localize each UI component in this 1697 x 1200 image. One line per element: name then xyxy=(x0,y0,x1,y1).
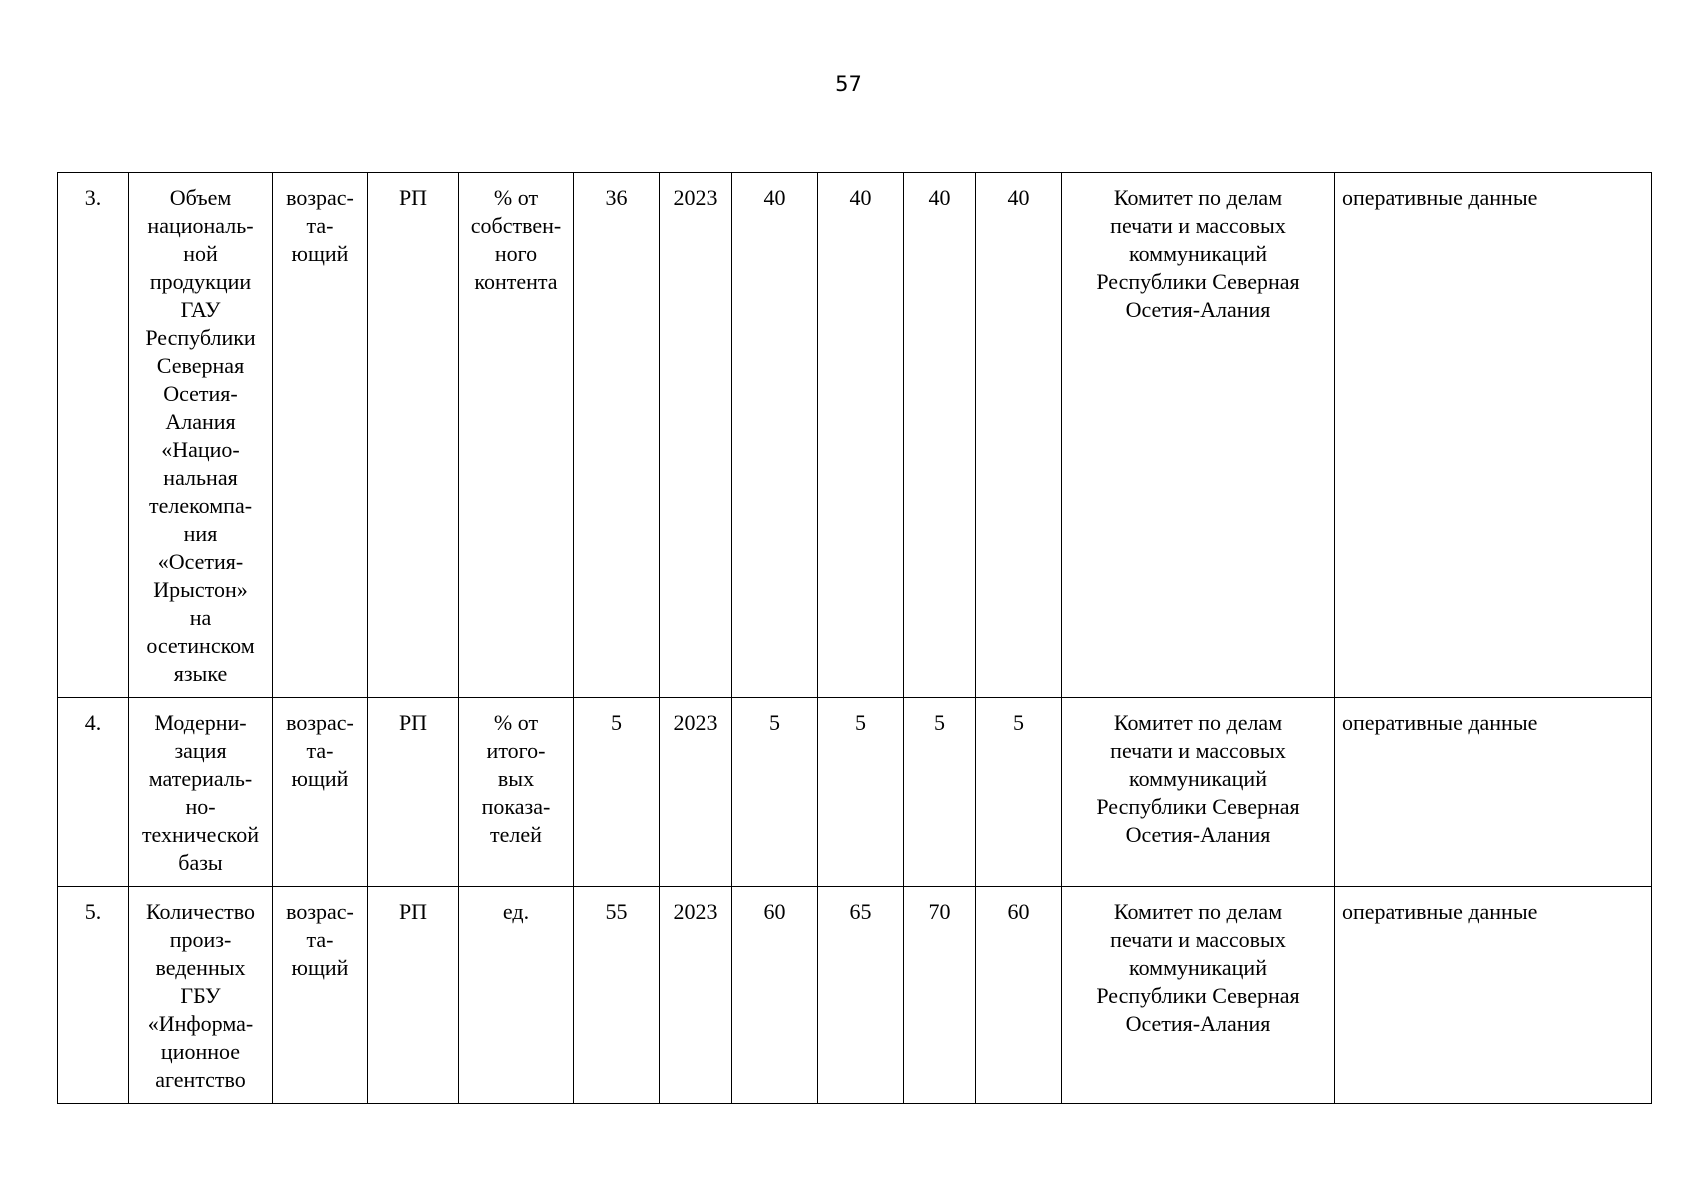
row-number: 3. xyxy=(58,173,129,698)
value-cell: 40 xyxy=(976,173,1062,698)
base-value-cell: 36 xyxy=(574,173,660,698)
table-row xyxy=(58,173,1652,698)
base-year-cell: 2023 xyxy=(660,887,732,1104)
level-cell: РП xyxy=(368,887,459,1104)
source-cell: оперативные данные xyxy=(1335,698,1652,887)
value-cell: 5 xyxy=(818,698,904,887)
row-number: 5. xyxy=(58,887,129,1104)
unit-cell: % от собствен- ного контента xyxy=(459,173,574,698)
trend-cell: возрас- та- ющий xyxy=(273,887,368,1104)
table-row xyxy=(58,698,1652,887)
indicator-name: Модерни- зация материаль- но- технической базы xyxy=(129,698,273,887)
source-cell: оперативные данные xyxy=(1335,887,1652,1104)
unit-cell: ед. xyxy=(459,887,574,1104)
responsible-cell: Комитет по делам печати и массовых коммуникаций Республики Северная Осетия-Алания xyxy=(1062,173,1335,698)
value-cell: 65 xyxy=(818,887,904,1104)
base-value-cell: 5 xyxy=(574,698,660,887)
responsible-cell: Комитет по делам печати и массовых коммуникаций Республики Северная Осетия-Алания xyxy=(1062,887,1335,1104)
base-year-cell: 2023 xyxy=(660,173,732,698)
indicators-table xyxy=(57,172,1652,1104)
indicator-name: Объем националь- ной продукции ГАУ Республики Северная Осетия- Алания «Нацио- нальная телекомпа- ния «Осетия- Ирыстон» на осетинском языке xyxy=(129,173,273,698)
trend-cell: возрас- та- ющий xyxy=(273,173,368,698)
level-cell: РП xyxy=(368,698,459,887)
base-value-cell: 55 xyxy=(574,887,660,1104)
table-row xyxy=(58,887,1652,1104)
source-cell: оперативные данные xyxy=(1335,173,1652,698)
unit-cell: % от итого- вых показа- телей xyxy=(459,698,574,887)
base-year-cell: 2023 xyxy=(660,698,732,887)
indicator-name: Количество произ- веденных ГБУ «Информа- ционное агентство xyxy=(129,887,273,1104)
page-number: 57 xyxy=(835,72,862,96)
value-cell: 5 xyxy=(904,698,976,887)
value-cell: 60 xyxy=(732,887,818,1104)
value-cell: 5 xyxy=(976,698,1062,887)
value-cell: 5 xyxy=(732,698,818,887)
value-cell: 40 xyxy=(818,173,904,698)
value-cell: 70 xyxy=(904,887,976,1104)
value-cell: 40 xyxy=(732,173,818,698)
responsible-cell: Комитет по делам печати и массовых коммуникаций Республики Северная Осетия-Алания xyxy=(1062,698,1335,887)
level-cell: РП xyxy=(368,173,459,698)
trend-cell: возрас- та- ющий xyxy=(273,698,368,887)
row-number: 4. xyxy=(58,698,129,887)
value-cell: 40 xyxy=(904,173,976,698)
value-cell: 60 xyxy=(976,887,1062,1104)
